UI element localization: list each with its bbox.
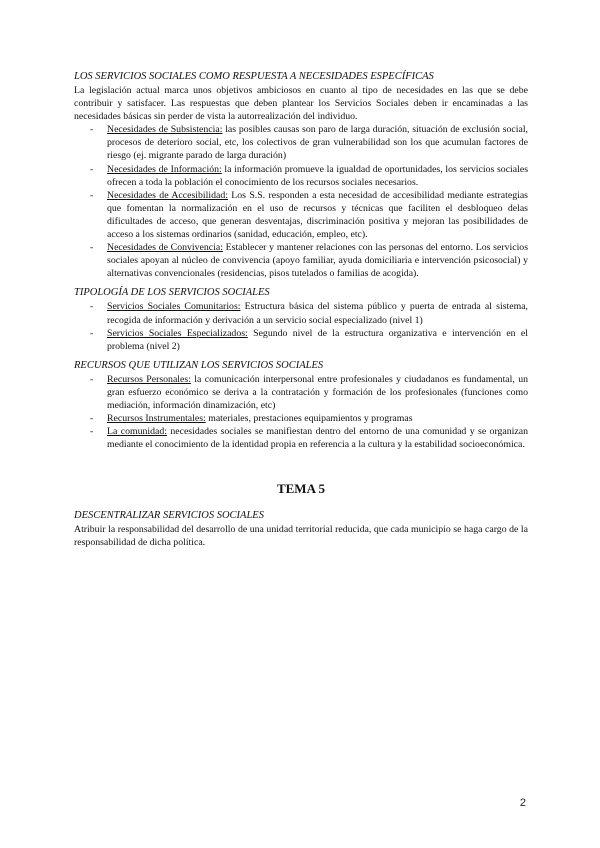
document-page bbox=[74, 70, 528, 550]
list-item-text: Estructura básica del sistema público y puerta de entrada al sistema, recogida de información y derivación a un servicio social especializado (nivel 1) bbox=[107, 301, 528, 326]
section-title-tipologia: TIPOLOGÍA DE LOS SERVICIOS SOCIALES bbox=[74, 287, 270, 299]
list-item bbox=[74, 163, 528, 189]
list-item-term: Servicios Sociales Especializados: bbox=[107, 327, 248, 339]
list-item bbox=[74, 327, 528, 353]
list-item bbox=[74, 123, 528, 162]
list-item-text: Segundo nivel de la estructura organizativa e intervención en el problema (nivel 2) bbox=[107, 327, 528, 352]
dash-bullet: - bbox=[90, 327, 94, 339]
dash-bullet: - bbox=[90, 124, 94, 136]
tipologia-list bbox=[74, 300, 528, 352]
list-item bbox=[74, 189, 528, 241]
list-item-text: Establecer y mantener relaciones con las personas del entorno. Los servicios sociales apoyan al núcleo de convivencia (apoyo familiar, ayuda domiciliaria e intervención psicosocial) y alternativas convencionales (residencias, pisos tutelados o familias de acogida). bbox=[107, 242, 529, 280]
list-item-term: Recursos Instrumentales: bbox=[107, 413, 206, 425]
list-item-text: Los S.S. responden a esta necesidad de accesibilidad mediante estrategias que fomentan la normalización en el uso de recursos y técnicas que faciliten el desbloqueo delas dificultades de acceso, que generan desventajas, discriminación positiva y mejoran las posibilidades de acceso a los sistemas ordinarios (sanidad, educación, empleo, etc). bbox=[107, 189, 528, 241]
dash-bullet: - bbox=[90, 373, 94, 385]
list-item bbox=[74, 425, 528, 451]
list-item bbox=[74, 412, 528, 425]
list-item-term: La comunidad: bbox=[107, 426, 167, 438]
list-item-term: Recursos Personales: bbox=[107, 373, 191, 385]
section-paragraph: Atribuir la responsabilidad del desarrollo de una unidad territorial reducida, que cada municipio se haga cargo de la responsabilidad de dicha política. bbox=[74, 524, 528, 549]
list-item bbox=[74, 300, 528, 326]
section-title-descentralizar: DESCENTRALIZAR SERVICIOS SOCIALES bbox=[74, 510, 264, 522]
dash-bullet: - bbox=[90, 189, 94, 201]
list-item-text: necesidades sociales se manifiestan dentro del entorno de una comunidad y se organizan mediante el conocimiento de la identidad propia en referencia a la cultura y la estabilidad socioeconómica. bbox=[107, 426, 528, 451]
necesidades-list bbox=[74, 123, 528, 280]
page-number: 2 bbox=[519, 797, 526, 809]
list-item-text: la información promueve la igualdad de oportunidades, los servicios sociales ofrecen a toda la población el conocimiento de los recursos sociales necesarios. bbox=[107, 163, 529, 188]
chapter-heading: TEMA 5 bbox=[276, 481, 326, 497]
dash-bullet: - bbox=[90, 301, 94, 313]
dash-bullet: - bbox=[90, 413, 94, 425]
dash-bullet: - bbox=[90, 426, 94, 438]
list-item bbox=[74, 241, 528, 280]
list-item-term: Necesidades de Subsistencia: bbox=[107, 124, 223, 136]
list-item bbox=[74, 373, 528, 412]
list-item-text: las posibles causas son paro de larga duración, situación de exclusión social, procesos de deterioro social, etc, los colectivos de gran vulnerabilidad son los que acumulan factores de riesgo (ej. migrante parado de larga duración) bbox=[107, 124, 528, 162]
list-item-term: Necesidades de Convivencia: bbox=[107, 242, 223, 254]
list-item-term: Necesidades de Información: bbox=[107, 163, 222, 175]
dash-bullet: - bbox=[90, 242, 94, 254]
dash-bullet: - bbox=[90, 163, 94, 175]
recursos-list bbox=[74, 373, 528, 452]
list-item-text: la comunicación interpersonal entre profesionales y ciudadanos es fundamental, un gran esfuerzo económico se deriva a la contratación y formación de los profesionales (funciones como mediación, información dinamización, etc) bbox=[107, 373, 528, 411]
section-title-necesidades: LOS SERVICIOS SOCIALES COMO RESPUESTA A NECESIDADES ESPECÍFICAS bbox=[74, 71, 434, 82]
list-item-term: Necesidades de Accesibilidad: bbox=[107, 189, 228, 201]
list-item-text: materiales, prestaciones equipamientos y programas bbox=[205, 413, 413, 425]
section-title-recursos: RECURSOS QUE UTILIZAN LOS SERVICIOS SOCIALES bbox=[74, 359, 324, 371]
section-intro-paragraph: La legislación actual marca unos objetivos ambiciosos en cuanto al tipo de necesidades en las que se debe contribuir y satisfacer. Las respuestas que deben plantear los Servicios Sociales deben ir encaminadas a las necesidades básicas sin perder de vista la autorrealización del individuo. bbox=[74, 85, 528, 123]
list-item-term: Servicios Sociales Comunitarios: bbox=[107, 301, 241, 313]
